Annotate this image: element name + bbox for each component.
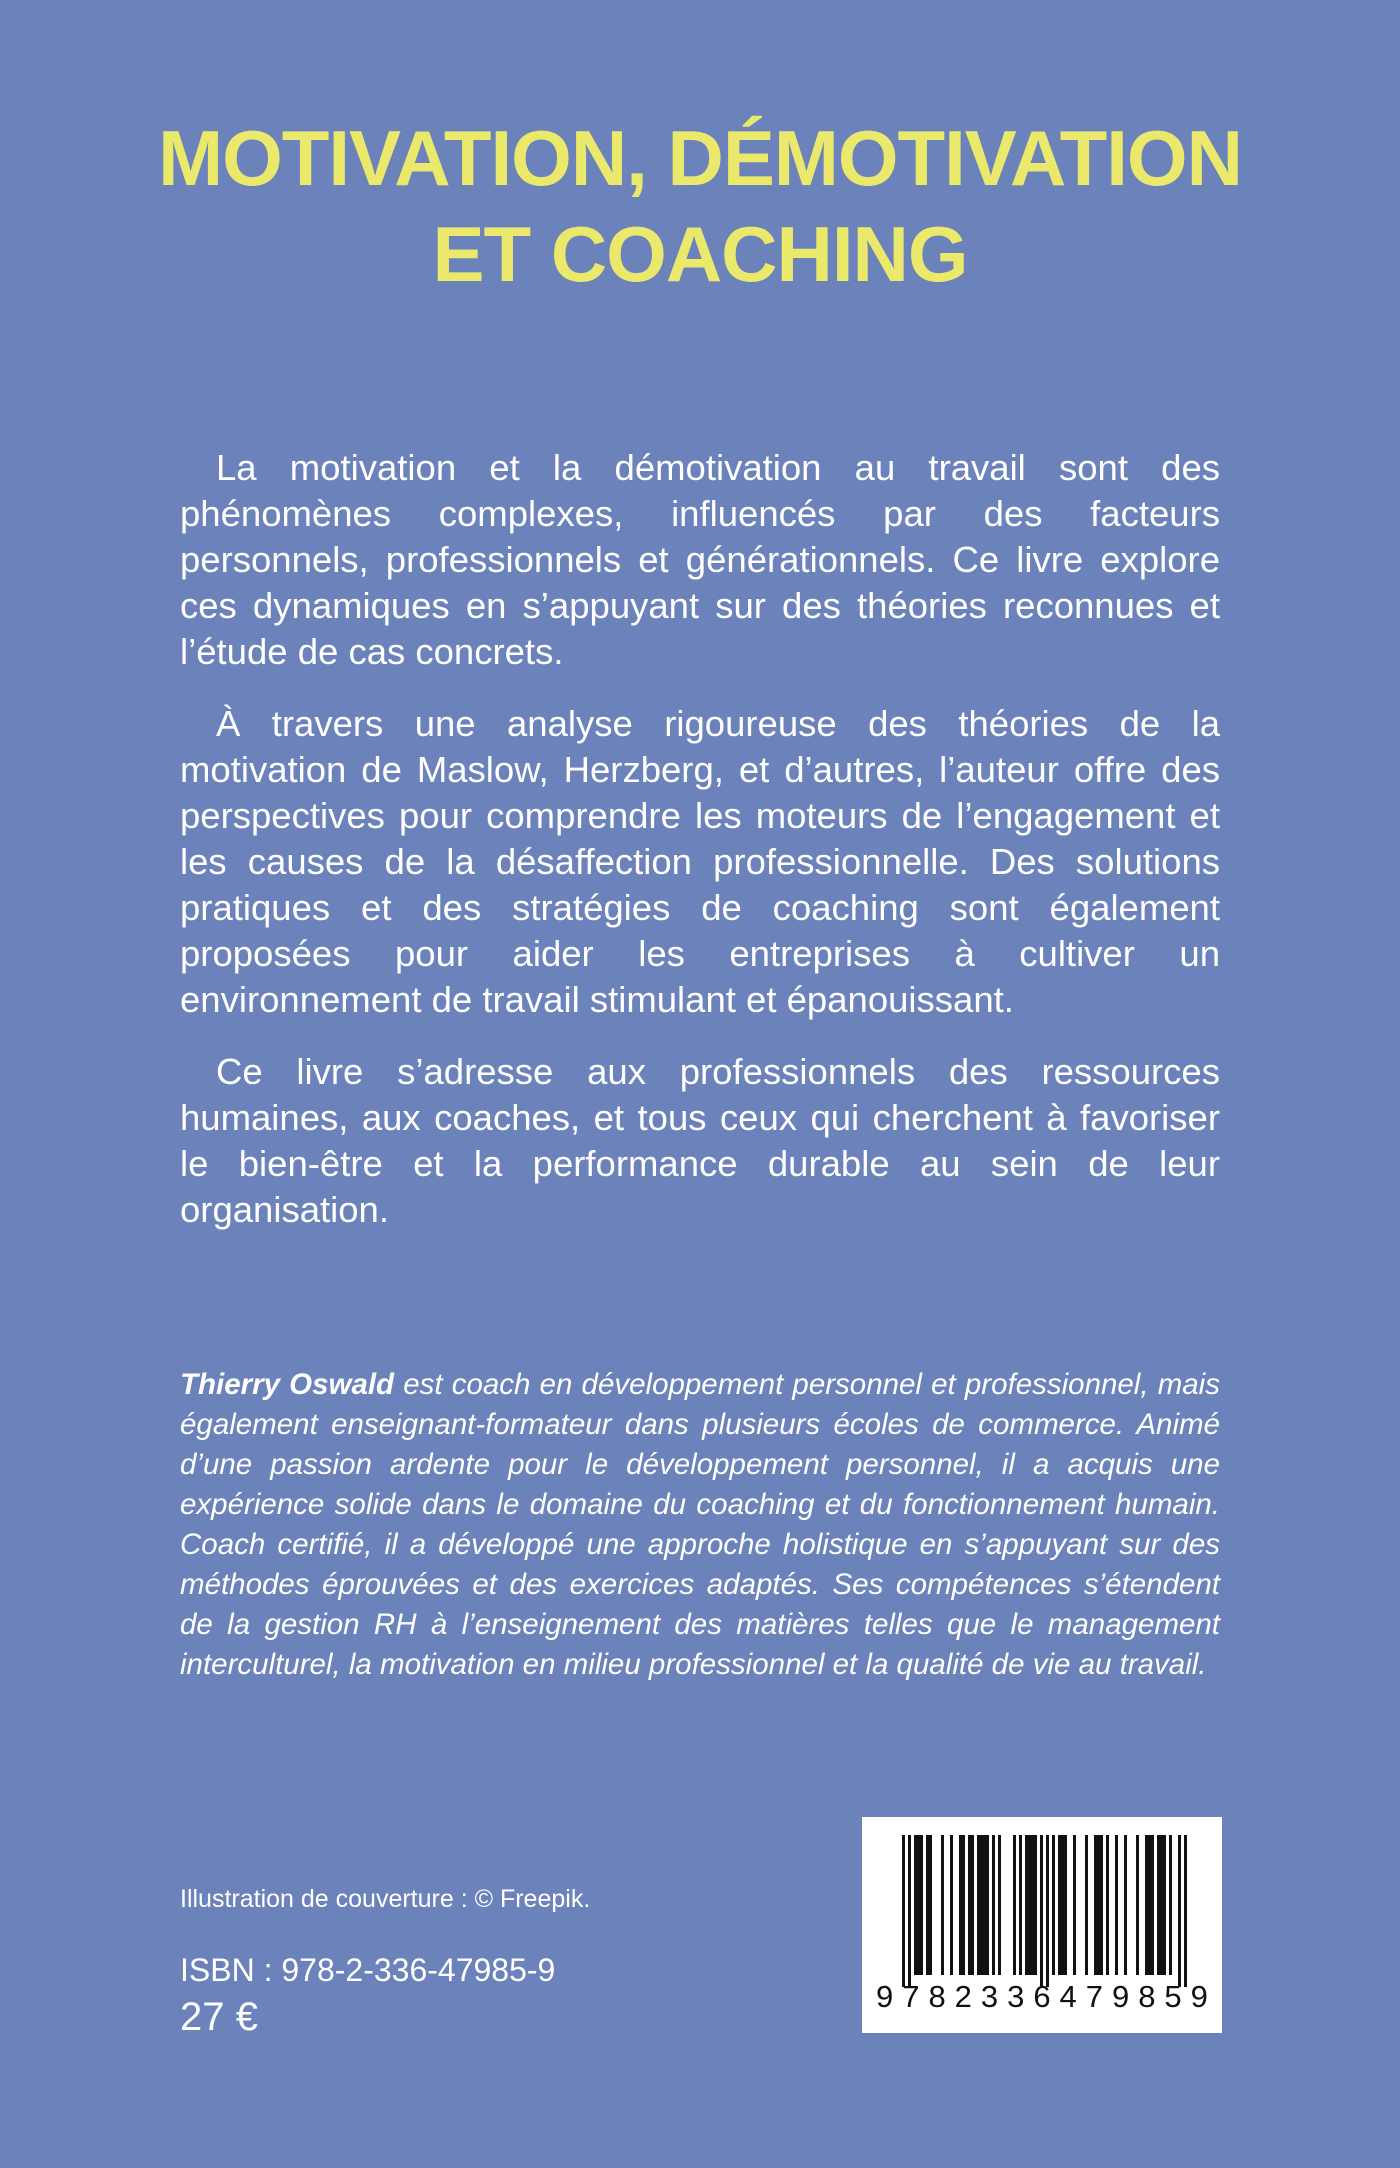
barcode-digit: 6 xyxy=(1033,1979,1051,2014)
barcode-bar xyxy=(1178,1835,1181,1987)
barcode-bar xyxy=(992,1835,995,1975)
barcode-bar xyxy=(1085,1835,1088,1975)
book-summary xyxy=(180,445,1220,1259)
barcode-bar xyxy=(1100,1835,1103,1975)
barcode-bar xyxy=(914,1835,917,1975)
barcode-bar xyxy=(1061,1835,1064,1975)
summary-paragraph-3: Ce livre s’adresse aux professionnels des ressources humaines, aux coaches, et tous ceux qui cherchent à favoriser le bien-être et la performance durable au sein de leur organisation. xyxy=(180,1051,1220,1230)
barcode-bar xyxy=(1124,1835,1127,1975)
barcode-digit: 8 xyxy=(1138,1979,1156,2014)
title-line-1: MOTIVATION, DÉMOTIVATION xyxy=(158,114,1242,202)
barcode-bar xyxy=(1064,1835,1067,1975)
barcode-digit: 8 xyxy=(928,1979,946,2014)
barcode-bar xyxy=(1157,1835,1160,1975)
author-name: Thierry Oswald xyxy=(180,1368,395,1401)
barcode-bar xyxy=(998,1835,1001,1975)
barcode-bar xyxy=(908,1835,911,1987)
barcode-bar xyxy=(962,1835,965,1975)
barcode-bar xyxy=(1097,1835,1100,1975)
barcode-bar xyxy=(1058,1835,1061,1975)
barcode-bar xyxy=(1025,1835,1028,1975)
barcode-bar xyxy=(986,1835,989,1975)
barcode-bar xyxy=(1115,1835,1118,1975)
barcode-digit: 7 xyxy=(902,1979,920,2014)
barcode-bar xyxy=(1073,1835,1076,1975)
barcode-bar xyxy=(1019,1835,1022,1975)
barcode-digit: 9 xyxy=(1111,1979,1130,2014)
barcode-digit: 3 xyxy=(980,1979,999,2014)
barcode-bar xyxy=(920,1835,923,1975)
barcode-bar xyxy=(1046,1835,1049,1987)
barcode-bar xyxy=(977,1835,980,1975)
barcode-bar xyxy=(917,1835,920,1975)
barcode-bar xyxy=(1040,1835,1043,1987)
barcode-bar xyxy=(1163,1835,1166,1975)
barcode-bar xyxy=(1148,1835,1151,1975)
barcode-bar xyxy=(950,1835,953,1975)
barcode-digit: 5 xyxy=(1164,1979,1182,2014)
barcode-digits xyxy=(876,1977,1208,2017)
title-line-2: ET COACHING xyxy=(432,210,968,298)
author-bio xyxy=(180,1365,1220,1685)
barcode-bar xyxy=(1136,1835,1139,1975)
barcode-bar xyxy=(941,1835,944,1975)
barcode-bar xyxy=(968,1835,971,1975)
barcode-bar xyxy=(983,1835,986,1975)
barcode-digit: 3 xyxy=(1007,1979,1025,2014)
barcode-bar xyxy=(1145,1835,1148,1975)
barcode xyxy=(862,1817,1222,2033)
barcode-bar xyxy=(926,1835,929,1975)
price: 27 € xyxy=(180,1995,258,2039)
barcode-bar xyxy=(1151,1835,1154,1975)
barcode-digit: 2 xyxy=(954,1979,972,2014)
barcode-bar xyxy=(980,1835,983,1975)
barcode-digit: 9 xyxy=(876,1979,894,2014)
barcode-bar xyxy=(1106,1835,1109,1975)
barcode-digit: 7 xyxy=(1085,1979,1103,2014)
summary-paragraph-2: À travers une analyse rigoureuse des théories de la motivation de Maslow, Herzberg, et d’autres, l’auteur offre des perspectives pour comprendre les moteurs de l’engagement et les causes de la désaffection professionnelle. Des solutions pratiques et des stratégies de coaching sont également proposées pour aider les entreprises à cultiver un environnement de travail stimulant et épanouissant. xyxy=(180,703,1220,1020)
barcode-bar xyxy=(1160,1835,1163,1975)
barcode-bar xyxy=(1184,1835,1187,1987)
barcode-digit: 9 xyxy=(1190,1979,1208,2014)
barcode-bar xyxy=(1052,1835,1055,1975)
author-bio-text: est coach en développement personnel et professionnel, mais également enseignant-formateur dans plusieurs écoles de commerce. Animé d’une passion ardente pour le développement personnel, il a acquis une expérience solide dans le domaine du coaching et du fonctionnement humain. Coach certifié, il a développé une approche holistique en s’appuyant sur des méthodes éprouvées et des exercices adaptés. Ses compétences s’étendent de la gestion RH à l’enseignement des matières telles que le management interculturel, la motivation en milieu professionnel et la qualité de vie au travail. xyxy=(180,1368,1220,1681)
barcode-bar xyxy=(959,1835,962,1975)
barcode-bar xyxy=(902,1835,905,1987)
isbn: ISBN : 978-2-336-47985-9 xyxy=(180,1952,556,1988)
book-title xyxy=(0,110,1400,302)
barcode-bar xyxy=(1031,1835,1034,1975)
barcode-bar xyxy=(1013,1835,1016,1975)
summary-paragraph-1: La motivation et la démotivation au travail sont des phénomènes complexes, influencés par des facteurs personnels, professionnels et générationnels. Ce livre explore ces dynamiques en s’appuyant sur des théories reconnues et l’étude de cas concrets. xyxy=(180,447,1220,672)
barcode-bar xyxy=(929,1835,932,1975)
illustration-credit: Illustration de couverture : © Freepik. xyxy=(180,1885,591,1913)
barcode-bar xyxy=(971,1835,974,1975)
barcode-bar xyxy=(1094,1835,1097,1975)
barcode-bar xyxy=(1028,1835,1031,1975)
barcode-bar xyxy=(1034,1835,1037,1975)
barcode-bar xyxy=(1169,1835,1172,1975)
barcode-digit: 4 xyxy=(1059,1979,1077,2014)
